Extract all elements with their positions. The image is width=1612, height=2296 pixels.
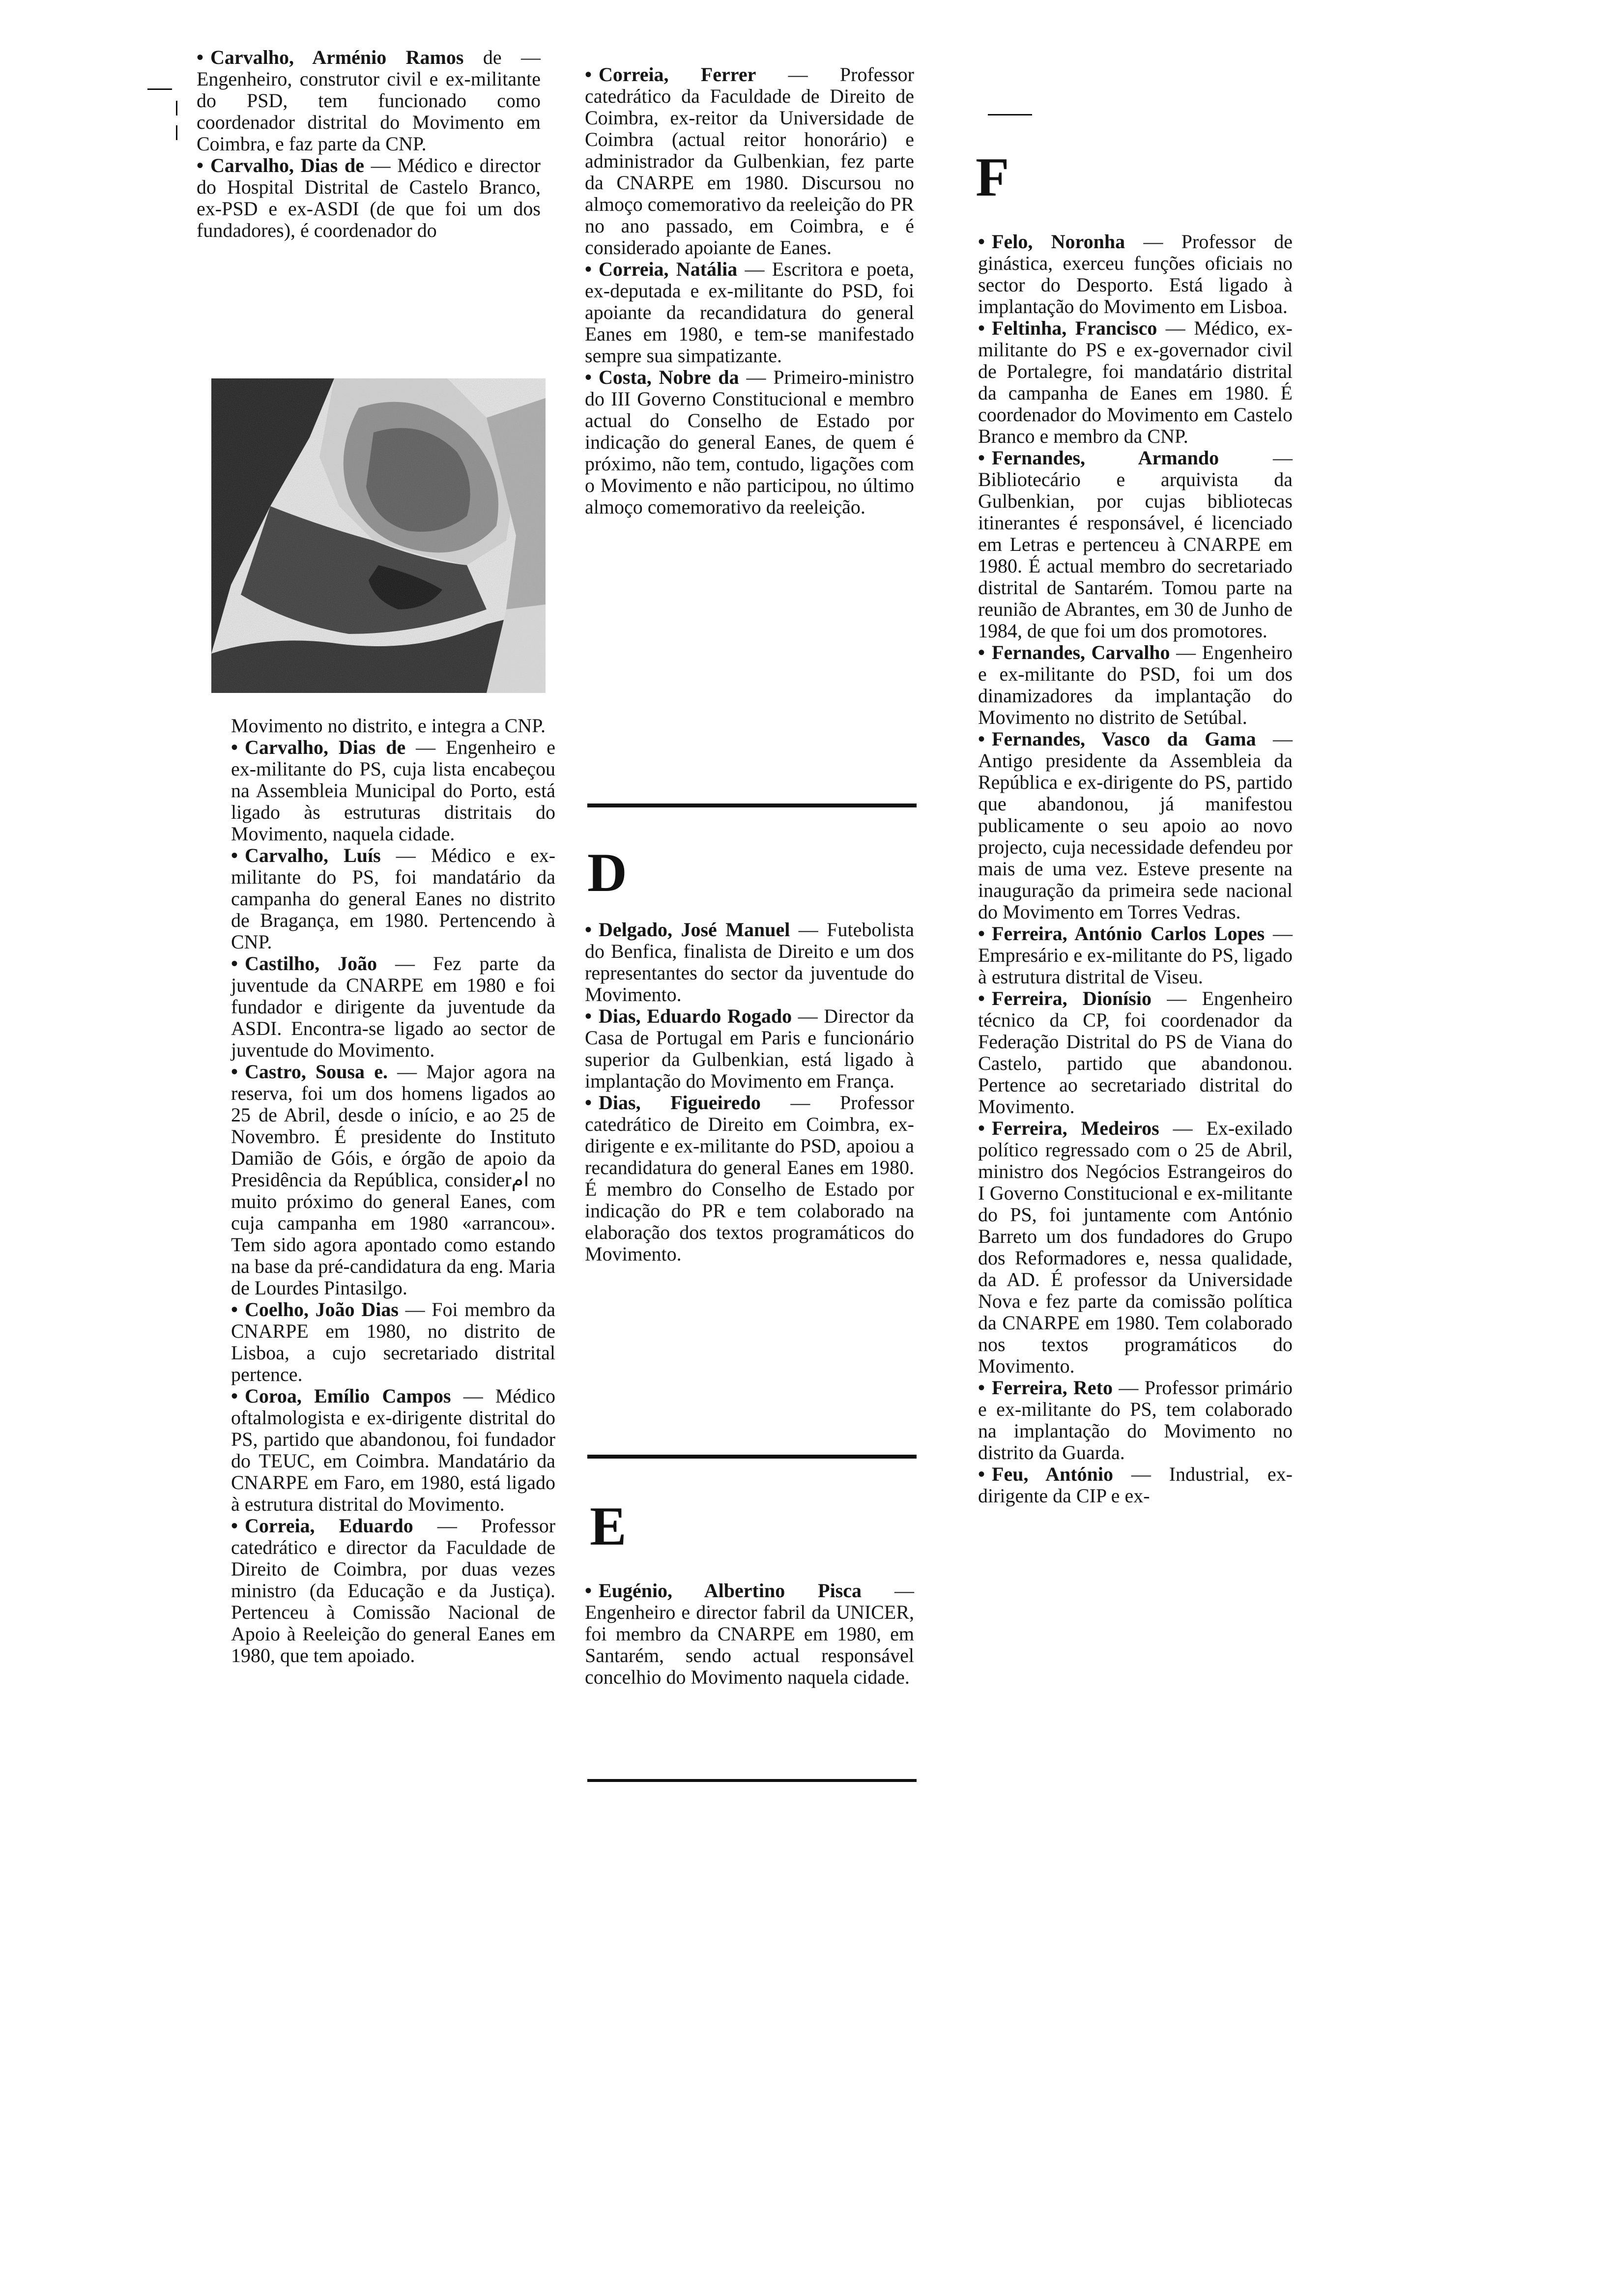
letter-heading-d: D bbox=[587, 842, 627, 903]
entry bbox=[978, 447, 1293, 642]
entry-text: — Empresário e ex-militante do PS, ligado à estrutura distrital de Viseu. bbox=[978, 922, 1293, 988]
entry-text: — Ex-exilado político regressado com o 25 de Abril, ministro dos Negócios Estrangeiros do I Governo Constitucional e ex-militante do PS, foi juntamente com António Barreto um dos fundadores do Grupo dos Reformadores e, nessa qualidade, da AD. É professor da Universidade Nova e fez parte da comissão política da CNARPE em 1980. Tem colaborado nos textos programáticos do Movimento. bbox=[978, 1117, 1293, 1377]
entry bbox=[231, 1061, 555, 1299]
entry-text: — Foi membro da CNARPE em 1980, no distrito de Lisboa, a cujo secretariado distrital pertence. bbox=[231, 1298, 555, 1385]
entry-name: Fernandes, Carvalho bbox=[992, 641, 1170, 663]
entry bbox=[978, 642, 1293, 728]
entry bbox=[978, 923, 1293, 988]
bullet-icon: • bbox=[231, 1385, 238, 1407]
entry bbox=[231, 953, 555, 1061]
entry-text: — Professor primário e ex-militante do PS, tem colaborado na implantação do Movimento no distrito da Guarda. bbox=[978, 1377, 1293, 1464]
bullet-icon: • bbox=[231, 952, 238, 975]
entry-text: — Futebolista do Benfica, finalista de Direito e um dos representantes do sector da juventude do Movimento. bbox=[585, 918, 915, 1005]
entry-text: — Médico oftalmologista e ex-dirigente distrital do PS, partido que abandonou, foi fundador do TEUC, em Coimbra. Mandatário da CNARPE em Faro, em 1980, está ligado à estrutura distrital do Movimento. bbox=[231, 1385, 556, 1515]
entry bbox=[231, 1385, 555, 1515]
continuation-text: Movimento no distrito, e integra a CNP. bbox=[231, 715, 546, 737]
margin-mark bbox=[147, 88, 172, 90]
entry-name: Dias, Eduardo Rogado bbox=[599, 1005, 792, 1027]
entry bbox=[197, 155, 541, 241]
entry-name: Felo, Noronha bbox=[992, 230, 1125, 253]
bullet-icon: • bbox=[978, 1463, 985, 1485]
entry bbox=[197, 47, 541, 155]
entry-text: — Fez parte da juventude da CNARPE em 1980 e foi fundador e dirigente da juventude da ASDI. Encontra-se ligado ao sector de juventude do Movimento. bbox=[231, 952, 556, 1061]
portrait-photo bbox=[211, 378, 546, 693]
entry-name: Correia, Ferrer bbox=[599, 63, 756, 86]
bullet-icon: • bbox=[978, 317, 985, 339]
column-2-d bbox=[585, 919, 914, 1265]
entry-text: — Bibliotecário e arquivista da Gulbenkian, por cujas bibliotecas itinerantes é responsável, é licenciado em Letras e pertenceu à CNARPE em 1980. É actual membro do secretariado distrital de Santarém. Tomou parte na reunião de Abrantes, em 30 de Junho de 1984, de que foi um dos promotores. bbox=[978, 447, 1293, 642]
entry bbox=[585, 1092, 914, 1265]
entry-name: Fernandes, Armando bbox=[992, 447, 1219, 469]
divider-rule-bottom bbox=[587, 1779, 917, 1782]
entry bbox=[231, 845, 555, 953]
entry-name: Costa, Nobre da bbox=[599, 366, 739, 388]
entry-name: Castro, Sousa e. bbox=[245, 1061, 388, 1083]
entry-text: — Industrial, ex-dirigente da CIP e ex- bbox=[978, 1463, 1293, 1507]
entry-text: de — Engenheiro, construtor civil e ex-militante do PSD, tem funcionado como coordenador distrital do Movimento em Coimbra, e faz parte da CNP. bbox=[197, 46, 541, 155]
entry bbox=[978, 317, 1293, 447]
bullet-icon: • bbox=[585, 918, 592, 941]
entry-name: Carvalho, Arménio Ramos bbox=[210, 46, 464, 68]
letter-heading-e: E bbox=[590, 1496, 627, 1557]
entry-text: — Médico e ex-militante do PS, foi mandatário da campanha do general Eanes no distrito de Bragança, em 1980. Pertencendo à CNP. bbox=[231, 844, 556, 953]
bullet-icon: • bbox=[978, 447, 985, 469]
entry bbox=[585, 64, 914, 258]
entry-text: — Primeiro-ministro do III Governo Constitucional e membro actual do Conselho de Estado por indicação do general Eanes, de quem é próximo, não tem, contudo, ligações com o Movimento e não participou, no último almoço comemorativo da reeleição. bbox=[585, 366, 915, 518]
bullet-icon: • bbox=[585, 366, 592, 388]
entry bbox=[978, 1464, 1293, 1507]
entry-name: Ferreira, Dionísio bbox=[992, 987, 1151, 1009]
entry-name: Correia, Eduardo bbox=[245, 1515, 413, 1537]
entry-text: — Médico, ex-militante do PS e ex-governador civil de Portalegre, foi mandatário distrital da campanha de Eanes em 1980. É coordenador do Movimento em Castelo Branco e membro da CNP. bbox=[978, 317, 1293, 447]
bullet-icon: • bbox=[978, 1377, 985, 1399]
entry bbox=[585, 919, 914, 1005]
entry-name: Feltinha, Francisco bbox=[992, 317, 1157, 339]
bullet-icon: • bbox=[978, 230, 985, 253]
bullet-icon: • bbox=[231, 736, 238, 758]
bullet-icon: • bbox=[978, 728, 985, 750]
entry-name: Ferreira, Reto bbox=[992, 1377, 1113, 1399]
bullet-icon: • bbox=[585, 63, 592, 86]
entry-name: Carvalho, Dias de bbox=[245, 736, 406, 758]
entry-text: — Escritora e poeta, ex-deputada e ex-militante do PSD, foi apoiante da recandidatura do general Eanes em 1980, e tem-se manifestado sempre sua simpatizante. bbox=[585, 258, 914, 367]
bullet-icon: • bbox=[231, 1061, 238, 1083]
bullet-icon: • bbox=[197, 154, 204, 176]
entry bbox=[978, 1377, 1293, 1464]
entry-name: Fernandes, Vasco da Gama bbox=[992, 728, 1256, 750]
bullet-icon: • bbox=[585, 1091, 592, 1114]
bullet-icon: • bbox=[585, 258, 592, 280]
bullet-icon: • bbox=[231, 1298, 238, 1320]
entry-text: — Professor catedrático e director da Faculdade de Direito de Coimbra, por duas vezes ministro (da Educação e da Justiça). Pertenceu à Comissão Nacional de Apoio à Reeleição do general Eanes em 1980, que tem apoiado. bbox=[231, 1515, 556, 1666]
entry bbox=[978, 231, 1293, 317]
entry-text: — Engenheiro técnico da CP, foi coordenador da Federação Distrital do PS de Viana do Castelo, partido que abandonou. Pertence ao secretariado distrital do Movimento. bbox=[978, 987, 1293, 1118]
column-2-e bbox=[585, 1580, 914, 1688]
entry-text: — Major agora na reserva, foi um dos homens ligados ao 25 de Abril, desde o início, e ao 25 de Novembro. É presidente do Instituto Damião de Góis, e órgão de apoio da Presidência da República, considerام no muito próximo do general Eanes, com cuja campanha em 1980 «arrancou». Tem sido agora apontado como estando na base da pré-candidatura da eng. Maria de Lourdes Pintasilgo. bbox=[231, 1061, 555, 1299]
margin-mark bbox=[176, 125, 177, 140]
bullet-icon: • bbox=[231, 844, 238, 866]
divider-rule-e bbox=[587, 1455, 917, 1459]
entry-text: — Engenheiro e ex-militante do PS, cuja lista encabeçou na Assembleia Municipal do Porto, está ligado às estruturas distritais do Movimento, naquela cidade. bbox=[231, 736, 555, 845]
entry-text: — Professor catedrático da Faculdade de Direito de Coimbra, ex-reitor da Universidade de Coimbra (actual reitor honorário) e administrador da Gulbenkian, fez parte da CNARPE em 1980. Discursou no almoço comemorativo da reeleição do PR no ano passado, em Coimbra, e é considerado apoiante de Eanes. bbox=[585, 63, 915, 258]
entry-text: — Engenheiro e ex-militante do PSD, foi um dos dinamizadores da implantação do Movimento no distrito de Setúbal. bbox=[978, 641, 1293, 728]
bullet-icon: • bbox=[978, 1117, 985, 1139]
entry-name: Coroa, Emílio Campos bbox=[245, 1385, 451, 1407]
bullet-icon: • bbox=[978, 987, 985, 1009]
entry-name: Carvalho, Luís bbox=[245, 844, 381, 866]
bullet-icon: • bbox=[585, 1005, 592, 1027]
column-3 bbox=[978, 231, 1293, 1507]
entry bbox=[585, 367, 914, 518]
entry-name: Feu, António bbox=[992, 1463, 1113, 1485]
divider-rule-d bbox=[587, 804, 917, 807]
entry-name: Correia, Natália bbox=[599, 258, 738, 280]
entry-text: — Director da Casa de Portugal em Paris e funcionário superior da Gulbenkian, está ligado à implantação do Movimento em França. bbox=[585, 1005, 915, 1092]
bullet-icon: • bbox=[978, 641, 985, 663]
entry-name: Coelho, João Dias bbox=[245, 1298, 399, 1320]
entry-text: — Médico e director do Hospital Distrital de Castelo Branco, ex-PSD e ex-ASDI (de que foi um dos fundadores), é coordenador do bbox=[197, 154, 541, 241]
entry bbox=[978, 728, 1293, 923]
column-1-bottom bbox=[231, 715, 555, 1666]
entry bbox=[231, 1515, 555, 1666]
entry bbox=[585, 1580, 914, 1688]
entry bbox=[978, 988, 1293, 1118]
entry-text: — Engenheiro e director fabril da UNICER, foi membro da CNARPE em 1980, em Santarém, sendo actual responsável concelhio do Movimento naquela cidade. bbox=[585, 1579, 914, 1688]
entry-text: — Professor de ginástica, exerceu funções oficiais no sector do Desporto. Está ligado à implantação do Movimento em Lisboa. bbox=[978, 230, 1293, 317]
bullet-icon: • bbox=[978, 922, 985, 945]
bullet-icon: • bbox=[197, 46, 204, 68]
entry-text: — Professor catedrático de Direito em Coimbra, ex-dirigente e ex-militante do PSD, apoiou a recandidatura do general Eanes em 1980. É membro do Conselho de Estado por indicação do PR e tem colaborado na elaboração dos textos programáticos do Movimento. bbox=[585, 1091, 915, 1265]
letter-heading-f: F bbox=[976, 147, 1009, 208]
entry-name: Eugénio, Albertino Pisca bbox=[599, 1579, 862, 1602]
entry-name: Dias, Figueiredo bbox=[599, 1091, 761, 1114]
bullet-icon: • bbox=[231, 1515, 238, 1537]
entry bbox=[585, 1005, 914, 1092]
entry-name: Ferreira, Medeiros bbox=[992, 1117, 1159, 1139]
entry-name: Castilho, João bbox=[245, 952, 377, 975]
margin-mark bbox=[176, 101, 177, 115]
entry bbox=[231, 1299, 555, 1385]
entry bbox=[231, 737, 555, 845]
entry-text: — Antigo presidente da Assembleia da República e ex-dirigente do PS, partido que abandonou, já manifestou publicamente o seu apoio ao novo projecto, cuja necessidade defendeu por mais de uma vez. Esteve presente na inauguração da primeira sede nacional do Movimento em Torres Vedras. bbox=[978, 728, 1293, 923]
entry bbox=[585, 258, 914, 367]
bullet-icon: • bbox=[585, 1579, 592, 1602]
entry bbox=[978, 1118, 1293, 1377]
column-1-top bbox=[197, 47, 541, 241]
column-2 bbox=[585, 64, 914, 518]
entry-name: Carvalho, Dias de bbox=[210, 154, 364, 176]
entry-name: Ferreira, António Carlos Lopes bbox=[992, 922, 1265, 945]
entry-name: Delgado, José Manuel bbox=[599, 918, 790, 941]
divider-rule-f bbox=[988, 114, 1032, 115]
